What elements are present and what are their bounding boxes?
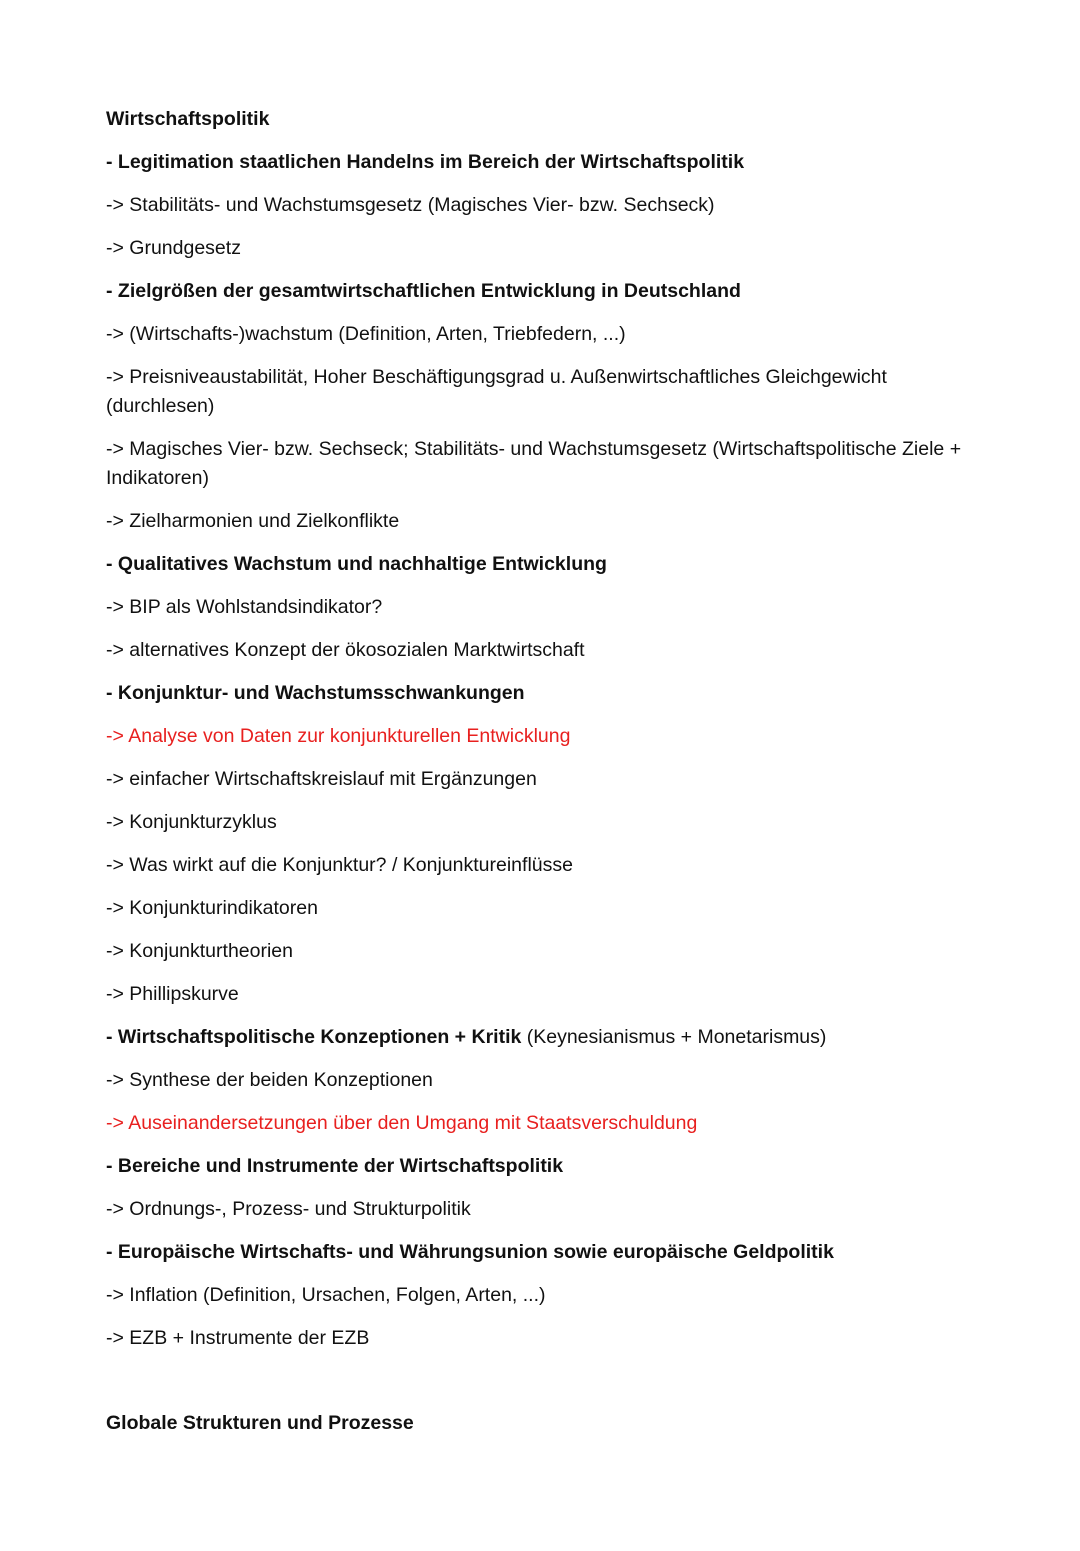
list-item-bold-part: - Wirtschaftspolitische Konzeptionen + Kritik (106, 1026, 522, 1048)
list-item: -> BIP als Wohlstandsindikator? (106, 596, 383, 618)
list-item: -> Phillipskurve (106, 983, 239, 1005)
list-item: -> Preisniveaustabilität, Hoher Beschäftigungsgrad u. Außenwirtschaftliches Gleichgewicht (durchlesen) (106, 366, 887, 417)
list-item: -> Was wirkt auf die Konjunktur? / Konjunktureinflüsse (106, 854, 573, 876)
section-gap (106, 1367, 966, 1409)
list-item: -> einfacher Wirtschaftskreislauf mit Ergänzungen (106, 768, 537, 790)
list-item: -> EZB + Instrumente der EZB (106, 1327, 370, 1349)
list-item: -> Stabilitäts- und Wachstumsgesetz (Magisches Vier- bzw. Sechseck) (106, 194, 715, 216)
list-item: -> Ordnungs-, Prozess- und Strukturpolitik (106, 1198, 471, 1220)
outline-list (106, 148, 966, 1009)
list-item-normal-part: (Keynesianismus + Monetarismus) (521, 1026, 827, 1048)
list-item: -> Synthese der beiden Konzeptionen (106, 1069, 433, 1091)
list-item: -> Magisches Vier- bzw. Sechseck; Stabilitäts- und Wachstumsgesetz (Wirtschaftspolitische Ziele + Indikatoren) (106, 438, 962, 489)
section-heading-item: - Konjunktur- und Wachstumsschwankungen (106, 682, 525, 704)
section-heading-item: - Qualitatives Wachstum und nachhaltige Entwicklung (106, 553, 607, 575)
list-item: -> Zielharmonien und Zielkonflikte (106, 510, 400, 532)
section-heading-item: - Europäische Wirtschafts- und Währungsunion sowie europäische Geldpolitik (106, 1241, 834, 1263)
list-item: -> Grundgesetz (106, 237, 241, 259)
list-item: -> Analyse von Daten zur konjunkturellen Entwicklung (106, 725, 571, 747)
document-page (106, 105, 966, 1452)
list-item: -> Konjunkturzyklus (106, 811, 277, 833)
section-heading: Globale Strukturen und Prozesse (106, 1412, 414, 1434)
list-item: -> Konjunkturindikatoren (106, 897, 318, 919)
list-item: -> Auseinandersetzungen über den Umgang mit Staatsverschuldung (106, 1112, 698, 1134)
page-title: Wirtschaftspolitik (106, 108, 270, 130)
list-item: -> Konjunkturtheorien (106, 940, 293, 962)
section-heading-item: - Bereiche und Instrumente der Wirtschaftspolitik (106, 1155, 564, 1177)
outline-list-continued (106, 1066, 966, 1353)
section-heading-item: - Zielgrößen der gesamtwirtschaftlichen Entwicklung in Deutschland (106, 280, 741, 302)
list-item: -> alternatives Konzept der ökosozialen Marktwirtschaft (106, 639, 585, 661)
list-item (106, 1023, 966, 1052)
list-item: -> (Wirtschafts-)wachstum (Definition, Arten, Triebfedern, ...) (106, 323, 626, 345)
section-heading-item: - Legitimation staatlichen Handelns im Bereich der Wirtschaftspolitik (106, 151, 745, 173)
list-item: -> Inflation (Definition, Ursachen, Folgen, Arten, ...) (106, 1284, 546, 1306)
